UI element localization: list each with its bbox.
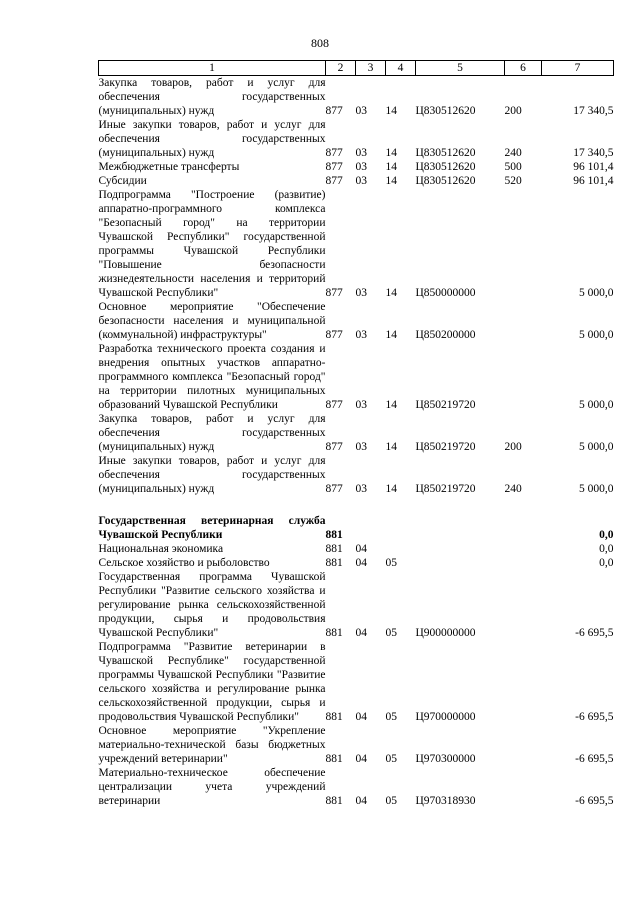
row-name: Субсидии xyxy=(98,175,147,187)
row-target-article: Ц850219720 xyxy=(415,483,476,495)
row-name: Закупка товаров, работ и услуг для обеспечения государственных (муниципальных) нужд xyxy=(98,77,326,117)
row-subsection: 14 xyxy=(385,287,397,299)
row-subsection: 05 xyxy=(385,753,397,765)
row-section: 04 xyxy=(355,711,367,723)
row-amount: 5 000,0 xyxy=(579,399,614,411)
row-section: 04 xyxy=(355,753,367,765)
table-row xyxy=(99,76,614,119)
row-admin-code: 877 xyxy=(325,287,343,299)
column-header-4: 4 xyxy=(386,61,416,76)
table-row xyxy=(99,174,614,188)
budget-table xyxy=(98,60,614,808)
row-subsection: 14 xyxy=(385,105,397,117)
row-target-article xyxy=(416,556,505,570)
row-expense-type xyxy=(505,542,542,556)
row-subsection: 05 xyxy=(385,557,397,569)
row-admin-code: 881 xyxy=(325,557,343,569)
row-spacer xyxy=(99,496,614,514)
row-subsection: 14 xyxy=(385,147,397,159)
row-amount: 96 101,4 xyxy=(573,175,614,187)
row-expense-type xyxy=(505,300,542,342)
row-section: 03 xyxy=(355,161,367,173)
row-amount: 0,0 xyxy=(599,543,614,555)
column-header-5: 5 xyxy=(416,61,505,76)
column-header-3: 3 xyxy=(356,61,386,76)
row-subsection xyxy=(386,542,416,556)
row-admin-code: 877 xyxy=(325,147,343,159)
row-subsection: 05 xyxy=(385,627,397,639)
row-admin-code: 877 xyxy=(325,483,343,495)
row-subsection: 05 xyxy=(385,795,397,807)
row-admin-code: 877 xyxy=(325,441,343,453)
row-expense-type: 200 xyxy=(504,441,522,453)
row-admin-code: 881 xyxy=(325,529,343,541)
row-target-article: Ц830512620 xyxy=(415,161,476,173)
table-body xyxy=(99,76,614,809)
table-row xyxy=(99,514,614,542)
row-admin-code: 877 xyxy=(325,329,343,341)
row-target-article: Ц830512620 xyxy=(415,175,476,187)
row-section: 04 xyxy=(355,557,367,569)
row-amount: 96 101,4 xyxy=(573,161,614,173)
table-row xyxy=(99,640,614,724)
row-name: Национальная экономика xyxy=(98,543,224,555)
row-name: Материально-техническое обеспечение централизации учета учреждений ветеринарии xyxy=(98,767,326,807)
row-section xyxy=(356,514,386,542)
table-row xyxy=(99,454,614,496)
row-section: 04 xyxy=(355,543,367,555)
row-name: Подпрограмма "Развитие ветеринарии в Чувашской Республике" государственной программы Чувашской Республики "Развитие сельского хозяйства и регулирование рынка сельскохозяйственной продукции, сырья и продовольствия Чувашской Республики" xyxy=(98,641,326,723)
row-admin-code: 881 xyxy=(325,543,343,555)
row-target-article xyxy=(416,542,505,556)
row-expense-type xyxy=(505,766,542,808)
row-target-article xyxy=(416,514,505,542)
row-amount: 17 340,5 xyxy=(573,105,614,117)
row-amount: -6 695,5 xyxy=(575,795,614,807)
row-name: Основное мероприятие "Укрепление материально-технической базы бюджетных учреждений ветеринарии" xyxy=(98,725,326,765)
row-expense-type xyxy=(505,514,542,542)
row-name: Закупка товаров, работ и услуг для обеспечения государственных (муниципальных) нужд xyxy=(98,413,326,453)
table-row xyxy=(99,118,614,160)
table-row xyxy=(99,412,614,454)
row-section: 03 xyxy=(355,329,367,341)
row-admin-code: 881 xyxy=(325,711,343,723)
row-amount: 0,0 xyxy=(599,557,614,569)
row-target-article: Ц970318930 xyxy=(415,795,476,807)
row-expense-type xyxy=(505,640,542,724)
row-target-article: Ц850219720 xyxy=(415,399,476,411)
row-amount: 5 000,0 xyxy=(579,287,614,299)
row-section: 04 xyxy=(355,795,367,807)
row-target-article: Ц970300000 xyxy=(415,753,476,765)
row-name: Межбюджетные трансферты xyxy=(98,161,240,173)
row-target-article: Ц850000000 xyxy=(415,287,476,299)
row-section: 03 xyxy=(355,105,367,117)
row-subsection: 14 xyxy=(385,441,397,453)
row-section: 03 xyxy=(355,147,367,159)
row-amount: 5 000,0 xyxy=(579,483,614,495)
row-name: Государственная программа Чувашской Республики "Развитие сельского хозяйства и регулирование рынка сельскохозяйственной продукции, сырья и продовольствия Чувашской Республики" xyxy=(98,571,326,639)
row-spacer-cell xyxy=(99,496,614,514)
column-header-2: 2 xyxy=(326,61,356,76)
table-row xyxy=(99,300,614,342)
row-section: 03 xyxy=(355,287,367,299)
row-target-article: Ц830512620 xyxy=(415,147,476,159)
row-section: 03 xyxy=(355,175,367,187)
row-expense-type xyxy=(505,724,542,766)
row-expense-type xyxy=(505,556,542,570)
row-amount: -6 695,5 xyxy=(575,753,614,765)
row-subsection: 14 xyxy=(385,161,397,173)
column-header-1: 1 xyxy=(99,61,326,76)
table-row xyxy=(99,724,614,766)
row-expense-type: 200 xyxy=(504,105,522,117)
table-row xyxy=(99,188,614,300)
page-number: 808 xyxy=(311,36,329,50)
column-header-6: 6 xyxy=(505,61,542,76)
row-subsection xyxy=(386,514,416,542)
row-target-article: Ц970000000 xyxy=(415,711,476,723)
row-admin-code: 877 xyxy=(325,175,343,187)
row-admin-code: 877 xyxy=(325,399,343,411)
row-name: Основное мероприятие "Обеспечение безопасности населения и муниципальной (коммунальной) инфраструктуры" xyxy=(98,301,326,341)
row-amount: 17 340,5 xyxy=(573,147,614,159)
row-subsection: 14 xyxy=(385,175,397,187)
row-admin-code: 881 xyxy=(325,753,343,765)
row-subsection: 05 xyxy=(385,711,397,723)
row-name: Иные закупки товаров, работ и услуг для обеспечения государственных (муниципальных) нужд xyxy=(98,119,326,159)
table-row xyxy=(99,342,614,412)
row-target-article: Ц830512620 xyxy=(415,105,476,117)
row-expense-type xyxy=(505,342,542,412)
row-target-article: Ц900000000 xyxy=(415,627,476,639)
row-admin-code: 881 xyxy=(325,795,343,807)
row-subsection: 14 xyxy=(385,399,397,411)
table-row xyxy=(99,160,614,174)
row-name: Разработка технического проекта создания и внедрения опытных участков аппаратно-программного комплекса "Безопасный город" на территории пилотных муниципальных образований Чувашской Республики xyxy=(98,343,326,411)
row-section: 03 xyxy=(355,483,367,495)
table-row xyxy=(99,766,614,808)
row-expense-type xyxy=(505,188,542,300)
row-admin-code: 877 xyxy=(325,161,343,173)
row-expense-type xyxy=(505,570,542,640)
table-row xyxy=(99,542,614,556)
row-amount: 5 000,0 xyxy=(579,329,614,341)
row-admin-code: 877 xyxy=(325,105,343,117)
row-target-article: Ц850200000 xyxy=(415,329,476,341)
row-amount: -6 695,5 xyxy=(575,627,614,639)
row-expense-type: 240 xyxy=(504,483,522,495)
row-expense-type: 520 xyxy=(504,175,522,187)
row-amount: 5 000,0 xyxy=(579,441,614,453)
table-row xyxy=(99,556,614,570)
row-target-article: Ц850219720 xyxy=(415,441,476,453)
table-header-row xyxy=(99,61,614,76)
row-name: Государственная ветеринарная служба Чувашской Республики xyxy=(98,515,326,541)
row-name: Сельское хозяйство и рыболовство xyxy=(98,557,270,569)
row-expense-type: 500 xyxy=(504,161,522,173)
row-amount: -6 695,5 xyxy=(575,711,614,723)
row-amount: 0,0 xyxy=(599,529,614,541)
table-row xyxy=(99,570,614,640)
row-section: 03 xyxy=(355,441,367,453)
row-expense-type: 240 xyxy=(504,147,522,159)
row-section: 03 xyxy=(355,399,367,411)
row-subsection: 14 xyxy=(385,329,397,341)
column-header-7: 7 xyxy=(542,61,614,76)
row-subsection: 14 xyxy=(385,483,397,495)
row-name: Иные закупки товаров, работ и услуг для обеспечения государственных (муниципальных) нужд xyxy=(98,455,326,495)
row-admin-code: 881 xyxy=(325,627,343,639)
row-name: Подпрограмма "Построение (развитие) аппаратно-программного комплекса "Безопасный город" на территории Чувашской Республики" государственной программы Чувашской Республики "Повышение безопасности жизнедеятельности населения и территорий Чувашской Республики" xyxy=(98,189,326,299)
row-section: 04 xyxy=(355,627,367,639)
